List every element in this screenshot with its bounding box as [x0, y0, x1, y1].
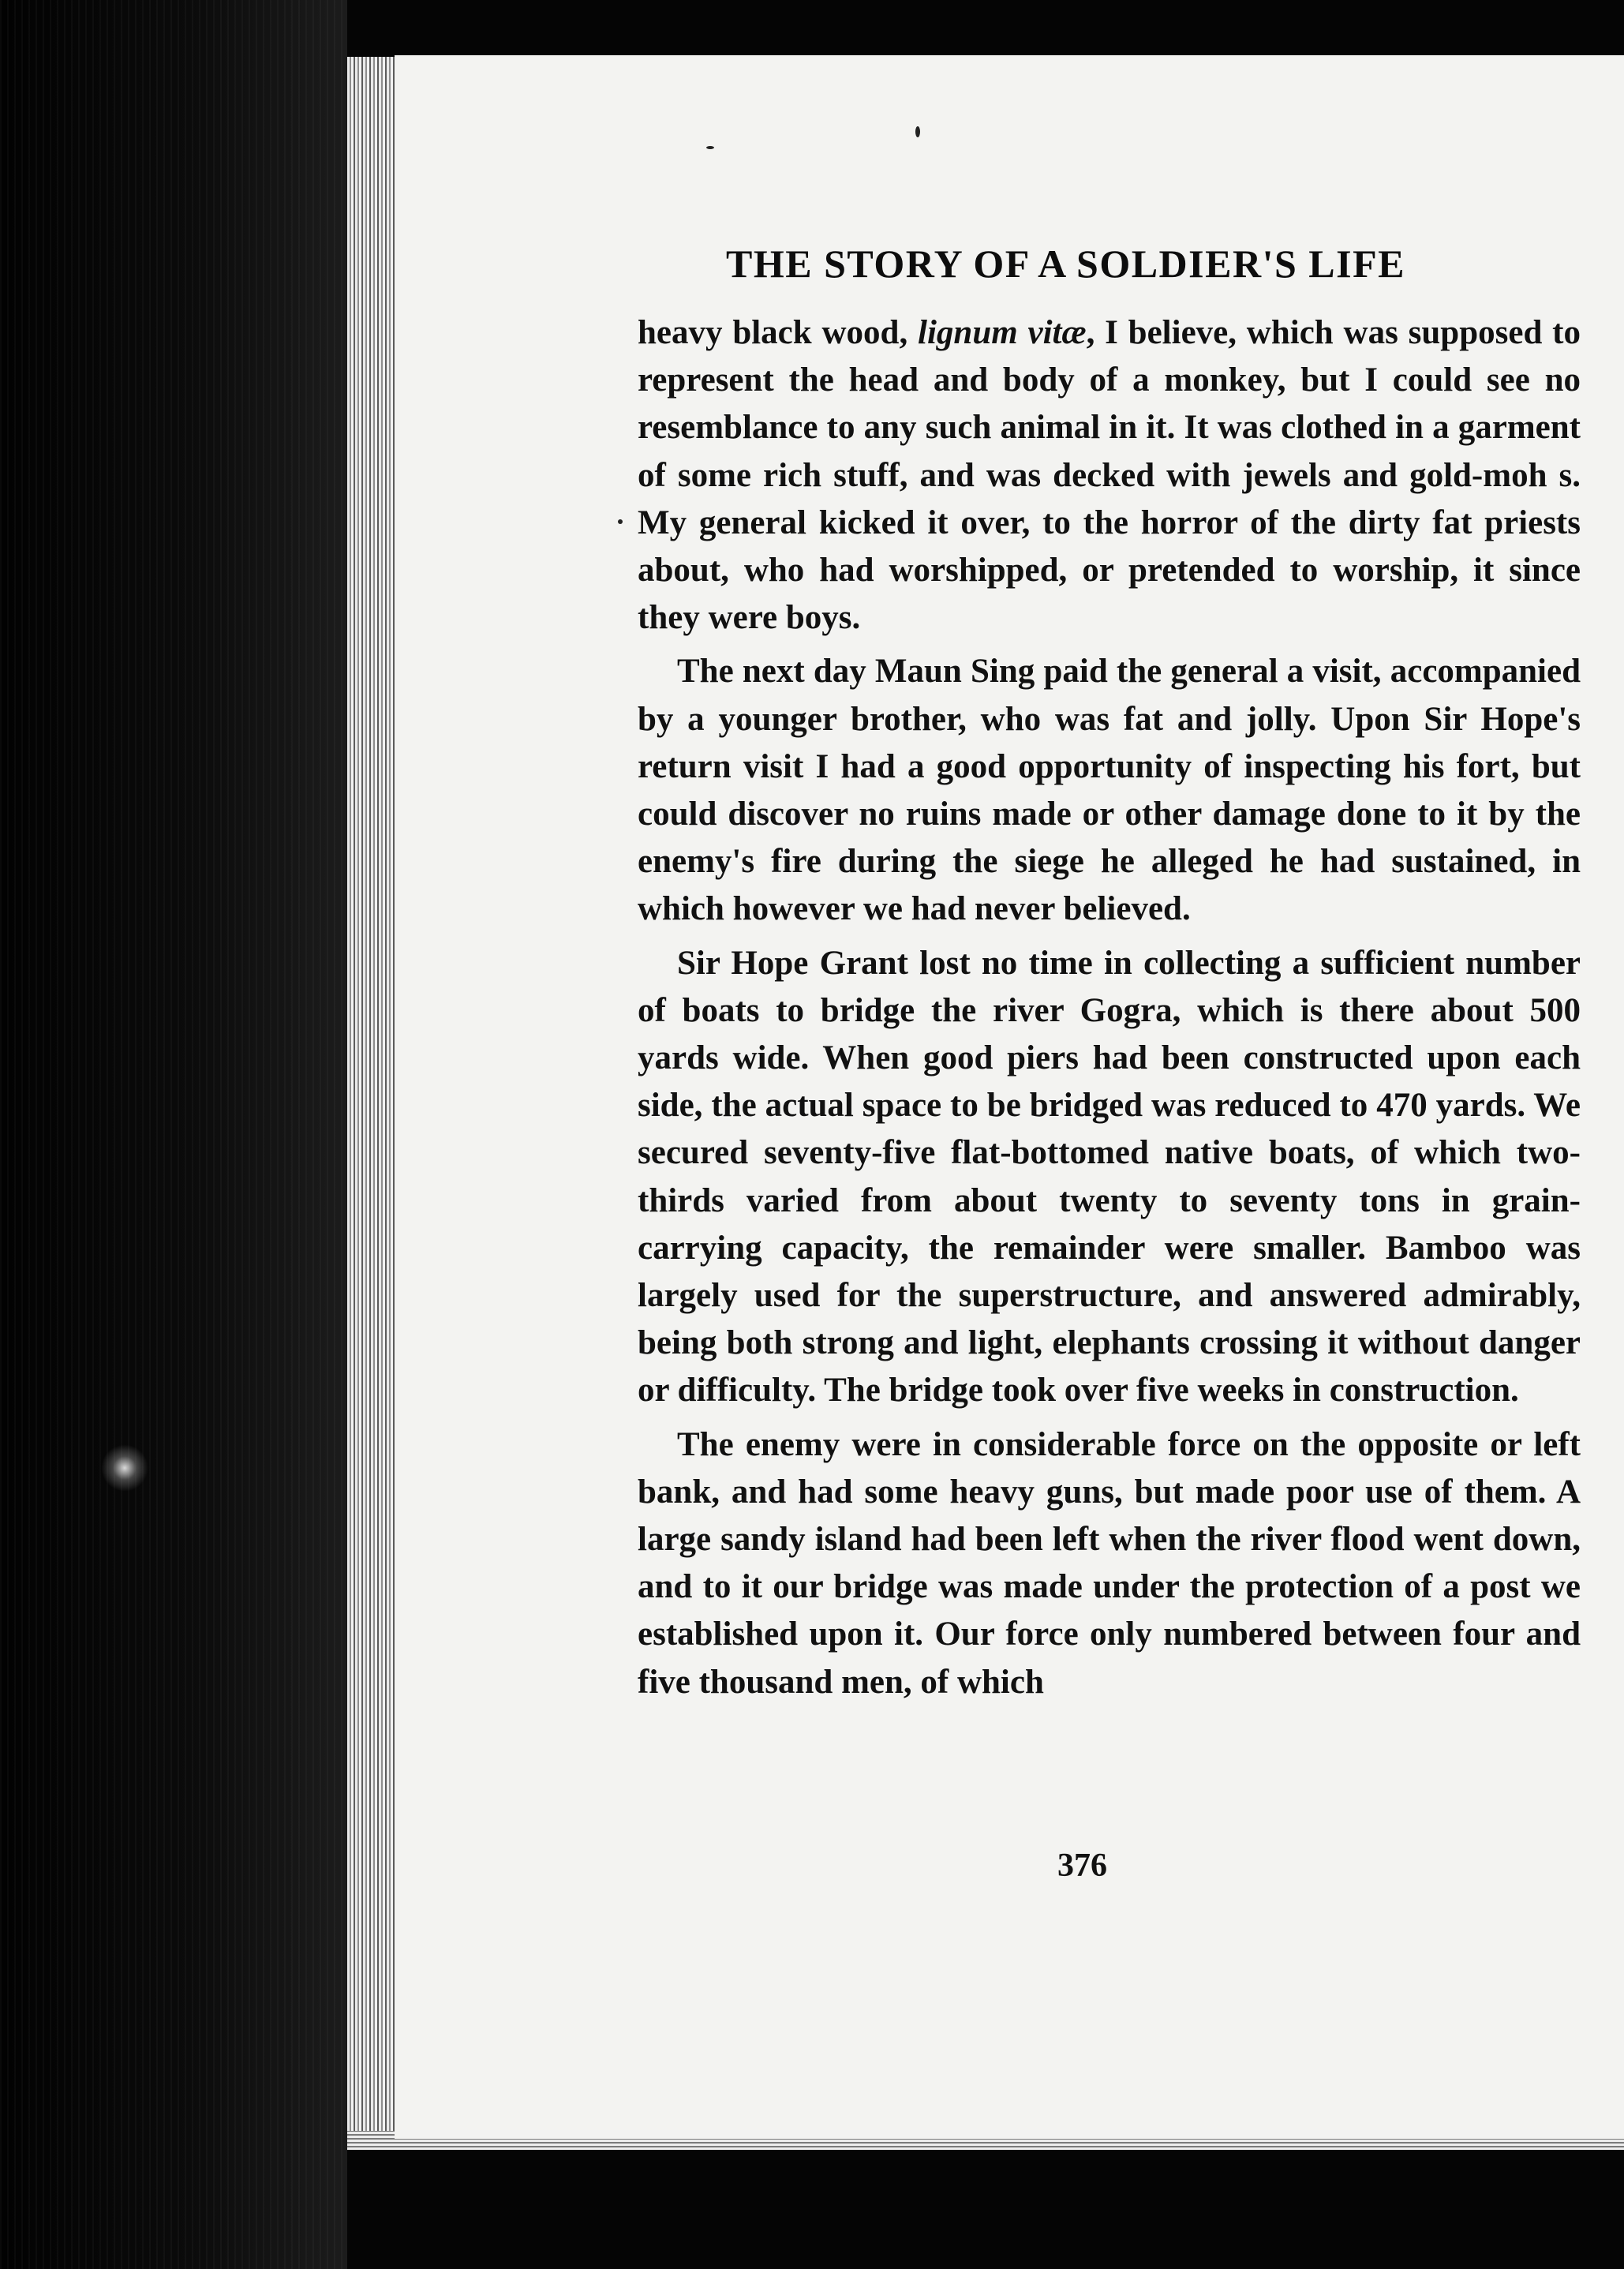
ink-speck	[618, 519, 623, 524]
ink-speck	[915, 126, 920, 137]
page-edges	[347, 57, 395, 2140]
page-number: 376	[1057, 1848, 1107, 1884]
paragraph-1-lead: heavy black wood,	[638, 314, 919, 351]
paragraph-1-text: , I believe, which was supposed to represent the head and body of a monkey, but I could see no resemblance to any such animal in it. It was clothed in a garment of some rich stuff, and was decked with jewels and gold-moh s. My general kicked it over, to the horror of the dirty fat priests about, who had worshipped, or pretended to worship, it since they were boys.	[638, 314, 1581, 637]
body-text	[638, 309, 1581, 1713]
running-head: THE STORY OF A SOLDIER'S LIFE	[726, 242, 1405, 286]
latin-term: lignum vitæ	[918, 314, 1087, 351]
light-glint	[101, 1444, 148, 1492]
paragraph-2: The next day Maun Sing paid the general a visit, accompanied by a younger brother, who was fat and jolly. Upon Sir Hope's return visit I had a good opportunity of inspecting his fort, but could discover no ruins made or other damage done to it by the enemy's fire during the siege he alleged he had sustained, in which however we had never believed.	[638, 653, 1581, 928]
paragraph-3: Sir Hope Grant lost no time in collecting a sufficient number of boats to bridge the river Gogra, which is there about 500 yards wide. When good piers had been constructed upon each side, the actual space to be bridged was reduced to 470 yards. We secured seventy-five flat-bottomed native boats, of which two-thirds varied from about twenty to seventy tons in grain-carrying capacity, the remainder were smaller. Bamboo was largely used for the superstructure, and answered admirably, being both strong and light, elephants crossing it without danger or difficulty. The bridge took over five weeks in construction.	[638, 944, 1581, 1410]
paragraph-1	[638, 309, 1581, 642]
ink-speck	[706, 146, 714, 149]
book-binding-shadow	[0, 0, 347, 2269]
paragraph-4: The enemy were in considerable force on the opposite or left bank, and had some heavy guns, but made poor use of them. A large sandy island had been left when the river flood went down, and to it our bridge was made under the protection of a post we established upon it. Our force only numbered between four and five thousand men, of which	[638, 1425, 1581, 1701]
